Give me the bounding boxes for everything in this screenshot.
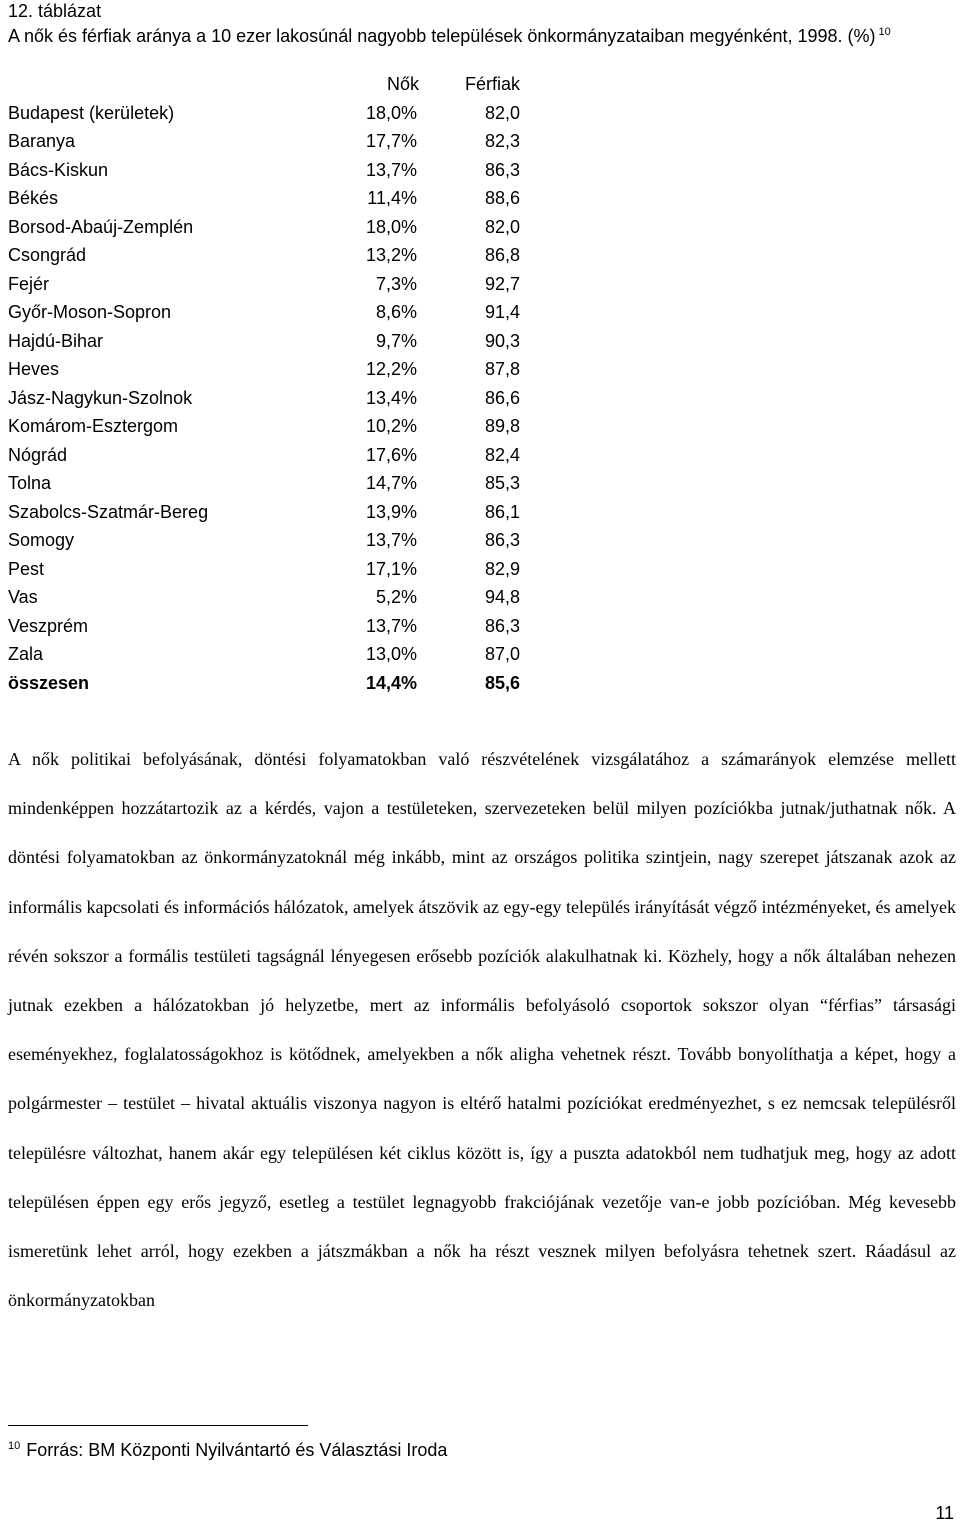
women-cell: 17,7% xyxy=(365,131,417,151)
region-cell: Nógrád xyxy=(8,444,68,465)
men-cell: 86,3 xyxy=(484,159,520,180)
women-cell: 12,2% xyxy=(365,359,417,379)
men-cell: 82,9 xyxy=(484,558,520,579)
table-row xyxy=(8,640,522,669)
table-row xyxy=(8,526,522,555)
region-cell: Szabolcs-Szatmár-Bereg xyxy=(8,501,209,522)
men-cell: 86,8 xyxy=(484,245,520,265)
total-label: összesen xyxy=(8,672,90,693)
region-cell: Csongrád xyxy=(8,245,87,265)
women-cell: 7,3% xyxy=(375,273,417,294)
women-cell: 14,7% xyxy=(365,473,417,493)
men-cell: 86,3 xyxy=(484,615,520,636)
men-cell: 89,8 xyxy=(484,416,520,436)
footnote-separator xyxy=(8,1425,308,1426)
region-cell: Pest xyxy=(8,558,45,579)
table-row xyxy=(8,555,522,584)
women-cell: 11,4% xyxy=(367,188,417,208)
women-cell: 5,2% xyxy=(375,587,417,607)
region-cell: Békés xyxy=(8,188,59,208)
men-cell: 94,8 xyxy=(484,587,520,607)
page-number: 11 xyxy=(935,1503,954,1523)
women-cell: 13,0% xyxy=(365,644,417,664)
table-caption-label: 12. táblázat xyxy=(8,1,102,21)
region-cell: Bács-Kiskun xyxy=(8,159,109,180)
table-row xyxy=(8,241,522,270)
men-cell: 88,6 xyxy=(484,188,520,208)
women-cell: 13,9% xyxy=(365,501,417,522)
footnote xyxy=(8,1434,447,1462)
men-cell: 87,8 xyxy=(484,359,520,379)
table-row xyxy=(8,156,522,185)
table-row xyxy=(8,298,522,327)
region-cell: Hajdú-Bihar xyxy=(8,330,104,351)
region-cell: Komárom-Esztergom xyxy=(8,416,179,436)
region-cell: Tolna xyxy=(8,473,52,493)
women-cell: 8,6% xyxy=(375,302,417,322)
table-total-row xyxy=(8,669,522,698)
table-caption-title-text: A nők és férfiak aránya a 10 ezer lakosúnál nagyobb települések önkormányzataiban megyénként, 1998. (%) xyxy=(8,26,876,46)
region-cell: Somogy xyxy=(8,530,75,550)
footnote-reference[interactable]: 10 xyxy=(878,26,891,38)
region-cell: Győr-Moson-Sopron xyxy=(8,302,172,322)
region-cell: Veszprém xyxy=(8,615,89,636)
table-row xyxy=(8,612,522,641)
men-cell: 86,1 xyxy=(484,501,520,522)
table-row xyxy=(8,441,522,470)
women-cell: 10,2% xyxy=(365,416,417,436)
men-cell: 86,6 xyxy=(484,387,520,408)
column-header-men: Férfiak xyxy=(464,74,520,94)
men-cell: 92,7 xyxy=(484,273,520,294)
table-row xyxy=(8,127,522,156)
women-cell: 13,7% xyxy=(365,615,417,636)
men-cell: 86,3 xyxy=(484,530,520,550)
women-cell: 9,7% xyxy=(375,330,417,351)
region-cell: Budapest (kerületek) xyxy=(8,102,175,123)
table-body xyxy=(8,99,522,669)
region-cell: Vas xyxy=(8,587,38,607)
women-cell: 17,1% xyxy=(365,558,417,579)
men-cell: 82,4 xyxy=(484,444,520,465)
region-cell: Jász-Nagykun-Szolnok xyxy=(8,387,193,408)
men-cell: 85,3 xyxy=(484,473,520,493)
total-men-value: 85,6 xyxy=(484,672,520,693)
region-cell: Heves xyxy=(8,359,60,379)
table-row xyxy=(8,327,522,356)
footnote-number: 10 xyxy=(8,1440,21,1452)
women-cell: 13,4% xyxy=(365,387,417,408)
table-row xyxy=(8,412,522,441)
table-row xyxy=(8,384,522,413)
column-header-women: Nők xyxy=(386,74,419,94)
total-women-value: 14,4% xyxy=(365,672,417,693)
men-cell: 90,3 xyxy=(484,330,520,351)
table-row xyxy=(8,184,522,213)
men-cell: 82,0 xyxy=(484,102,520,123)
data-table xyxy=(8,70,522,697)
table-row xyxy=(8,498,522,527)
region-cell: Borsod-Abaúj-Zemplén xyxy=(8,216,194,237)
footnote-text: Forrás: BM Központi Nyilvántartó és Választási Iroda xyxy=(26,1440,448,1460)
region-cell: Fejér xyxy=(8,273,50,294)
men-cell: 82,0 xyxy=(484,216,520,237)
women-cell: 18,0% xyxy=(365,102,417,123)
women-cell: 13,7% xyxy=(365,159,417,180)
men-cell: 91,4 xyxy=(484,302,520,322)
women-cell: 13,2% xyxy=(365,245,417,265)
region-cell: Zala xyxy=(8,644,44,664)
table-row xyxy=(8,213,522,242)
table-row xyxy=(8,99,522,128)
women-cell: 17,6% xyxy=(365,444,417,465)
men-cell: 82,3 xyxy=(484,131,520,151)
region-cell: Baranya xyxy=(8,131,76,151)
table-row xyxy=(8,355,522,384)
table-header-row xyxy=(8,70,522,99)
body-paragraph: A nők politikai befolyásának, döntési folyamatokban való részvételének vizsgálatához a számarányok elemzése mellett mindenképpen hozzátartozik az a kérdés, vajon a testületeken, szervezeteken belül milyen pozíciókba jutnak/juthatnak nők. A döntési folyamatokban az önkormányzatoknál még inkább, mint az országos politika szintjein, nagy szerepet játszanak azok az informális kapcsolati és információs hálózatok, amelyek átszövik az egy-egy település irányítását végző intézményeket, és amelyek révén sokszor a formális testületi tagságnál lényegesen erősebb pozíciók alakulhatnak ki. Közhely, hogy a nők általában nehezen jutnak ezekben a hálózatokban jó helyzetbe, mert az informális befolyásoló csoportok sokszor olyan “férfias” társasági eseményekhez, foglalatosságokhoz is kötődnek, amelyekben a nők aligha vehetnek részt. Tovább bonyolíthatja a képet, hogy a polgármester – testület – hivatal aktuális viszonya nagyon is eltérő hatalmi pozíciókat eredményezhet, s ez nemcsak településről településre változhat, hanem akár egy településen két ciklus között is, így a puszta adatokból nem tudhatjuk meg, hogy az adott településen éppen egy erős jegyző, esetleg a testület legnagyobb frakciójának vezetője van-e jobb pozícióban. Még kevesebb ismeretünk lehet arról, hogy ezekben a játszmákban a nők ha részt vesznek milyen befolyásra tehetnek szert. Ráadásul az önkormányzatokban xyxy=(8,749,956,1311)
table-row xyxy=(8,270,522,299)
table-caption-title xyxy=(8,21,891,47)
table-row xyxy=(8,469,522,498)
women-cell: 18,0% xyxy=(365,216,417,237)
table-row xyxy=(8,583,522,612)
women-cell: 13,7% xyxy=(365,530,417,550)
men-cell: 87,0 xyxy=(484,644,520,664)
